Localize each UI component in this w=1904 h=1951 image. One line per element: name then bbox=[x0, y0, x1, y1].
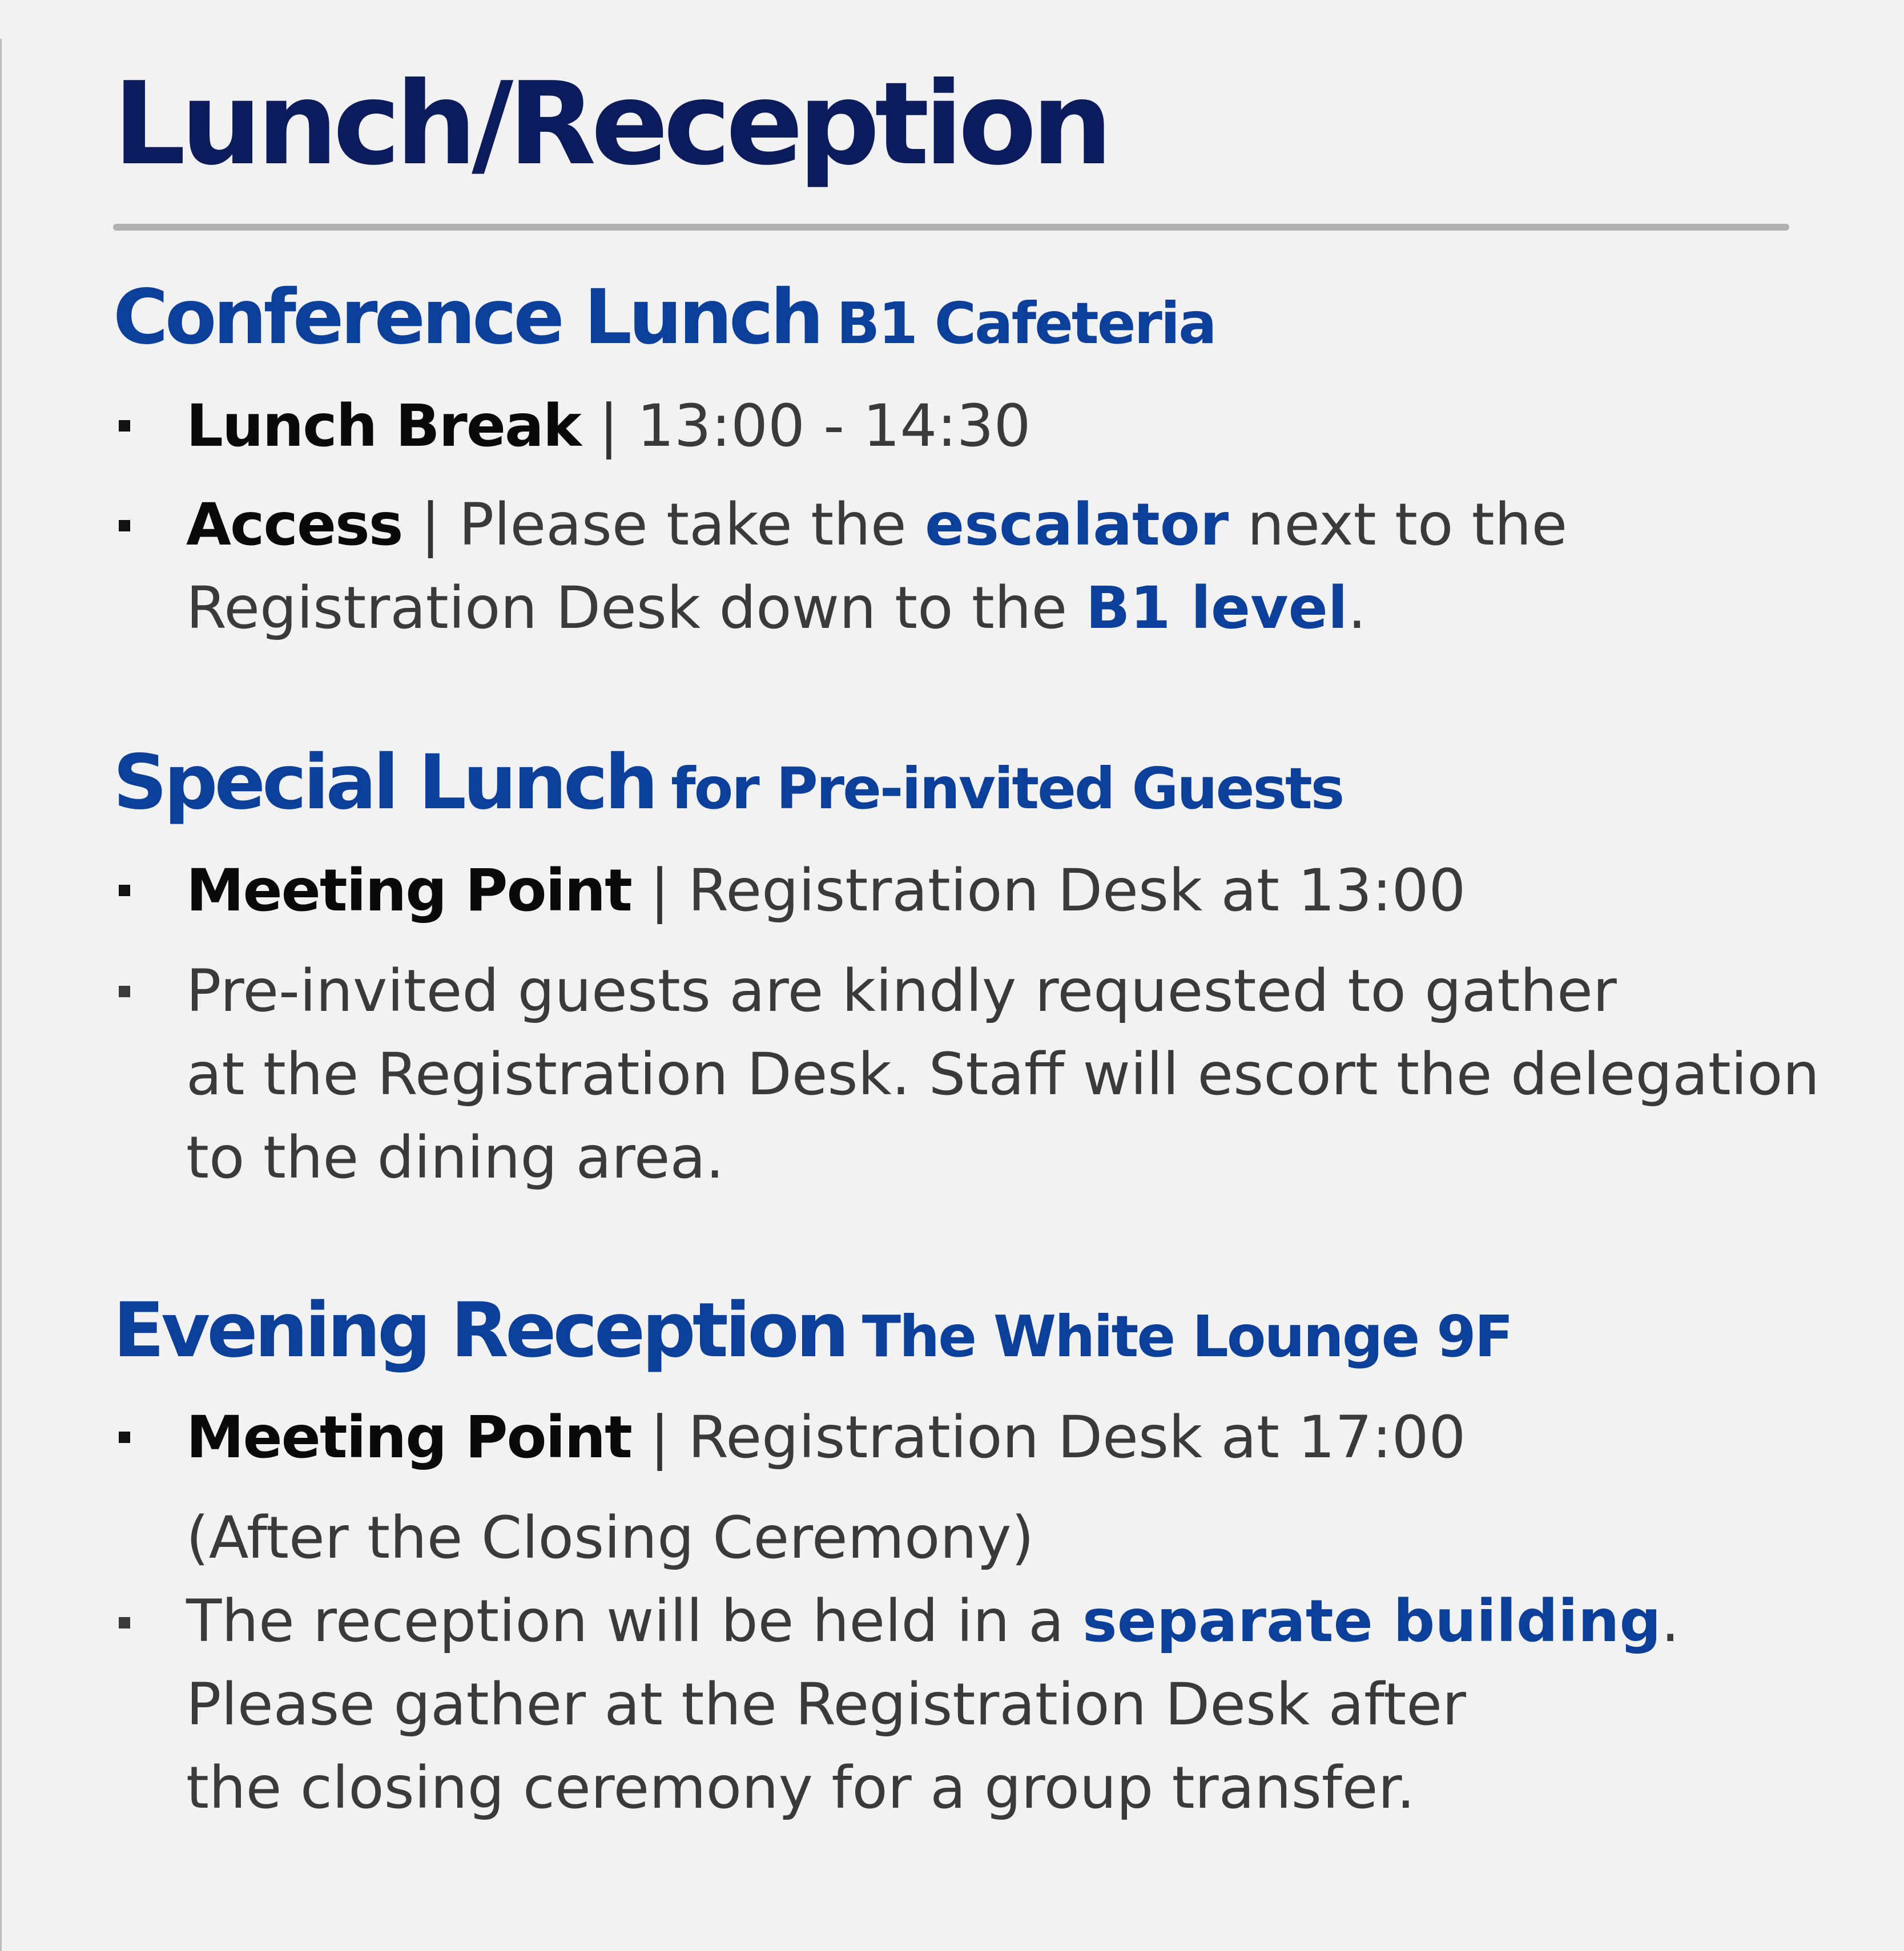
item-label: Meeting Point bbox=[186, 857, 631, 925]
item-text: Registration Desk down to the bbox=[186, 574, 1086, 642]
item-text: . bbox=[1661, 1587, 1680, 1655]
item-text: . bbox=[1347, 574, 1367, 642]
item-separator: | bbox=[631, 857, 689, 925]
item-text: Registration Desk at 13:00 bbox=[688, 857, 1466, 925]
section-heading-location: B1 Cafeteria bbox=[836, 290, 1215, 357]
list-item-reception-note bbox=[186, 1587, 1680, 1655]
section-heading-evening-reception bbox=[113, 1287, 1512, 1374]
section-heading-main: Special Lunch bbox=[113, 739, 655, 827]
item-text: Registration Desk at 17:00 bbox=[688, 1404, 1466, 1472]
highlight-escalator: escalator bbox=[925, 491, 1229, 559]
bullet-icon bbox=[119, 420, 130, 432]
item-label: Access bbox=[186, 491, 402, 559]
section-heading-conference-lunch bbox=[113, 273, 1215, 361]
list-item-access bbox=[186, 491, 1568, 559]
item-text: 13:00 - 14:30 bbox=[637, 392, 1031, 460]
page-title: Lunch/Reception bbox=[113, 58, 1108, 191]
section-heading-main: Conference Lunch bbox=[113, 273, 821, 361]
item-separator: | bbox=[402, 491, 459, 559]
list-item-guests-note: Pre-invited guests are kindly requested to gather bbox=[186, 957, 1617, 1025]
list-item-reception-note-line: Please gather at the Registration Desk after bbox=[186, 1671, 1466, 1739]
bullet-icon bbox=[119, 885, 130, 896]
list-item-guests-note-line: at the Registration Desk. Staff will escort the delegation bbox=[186, 1041, 1820, 1108]
bullet-icon bbox=[119, 1432, 130, 1443]
highlight-separate-building: separate building bbox=[1082, 1587, 1661, 1655]
left-border-line bbox=[0, 39, 2, 1951]
section-heading-audience: for Pre-invited Guests bbox=[671, 755, 1343, 822]
item-text: Please take the bbox=[458, 491, 925, 559]
list-item-meeting-point-note: (After the Closing Ceremony) bbox=[186, 1504, 1034, 1572]
item-label: Lunch Break bbox=[186, 392, 581, 460]
list-item-access-continued bbox=[186, 574, 1367, 642]
bullet-icon bbox=[119, 520, 130, 531]
item-separator: | bbox=[631, 1404, 689, 1472]
list-item-lunch-break bbox=[186, 392, 1031, 460]
section-heading-main: Evening Reception bbox=[113, 1287, 846, 1374]
item-text: The reception will be held in a bbox=[186, 1587, 1082, 1655]
bullet-icon bbox=[119, 1617, 130, 1628]
section-heading-location: The White Lounge 9F bbox=[862, 1303, 1512, 1370]
highlight-b1-level: B1 level bbox=[1085, 574, 1348, 642]
list-item-meeting-point-reception bbox=[186, 1404, 1466, 1472]
title-divider bbox=[113, 224, 1789, 231]
item-label: Meeting Point bbox=[186, 1404, 631, 1472]
bullet-icon bbox=[119, 986, 130, 997]
list-item-reception-note-line: the closing ceremony for a group transfer. bbox=[186, 1754, 1415, 1822]
list-item-meeting-point-lunch bbox=[186, 857, 1466, 925]
section-heading-special-lunch bbox=[113, 739, 1343, 827]
item-separator: | bbox=[580, 392, 637, 460]
item-text: next to the bbox=[1229, 491, 1568, 559]
list-item-guests-note-line: to the dining area. bbox=[186, 1124, 724, 1192]
